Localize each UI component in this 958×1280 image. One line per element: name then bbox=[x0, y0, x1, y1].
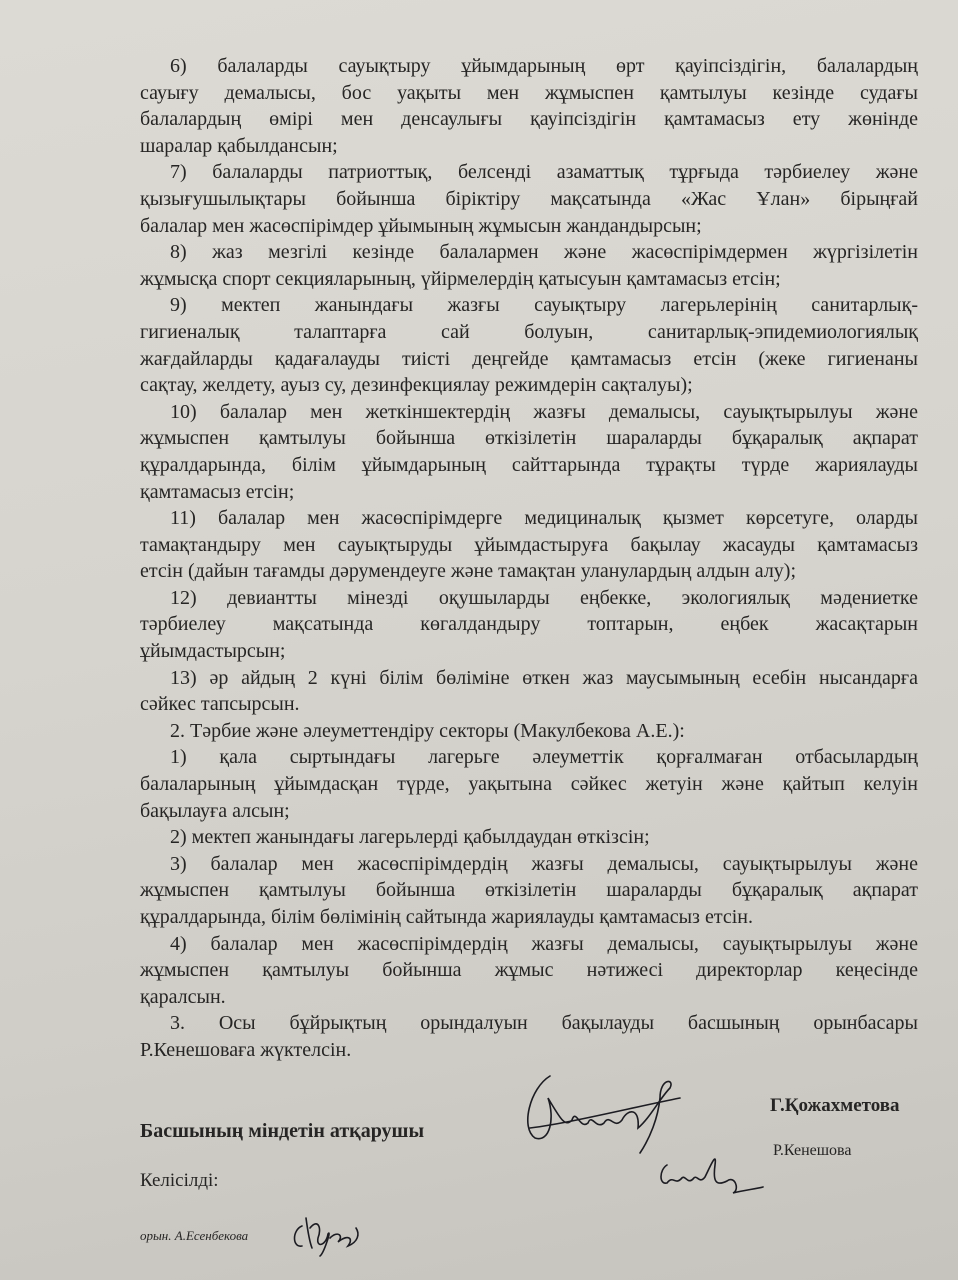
text-line: балалардың өмірі мен денсаулығы қауіпсіздігін қамтамасыз ету жөнінде bbox=[140, 108, 918, 131]
text-line: 3) балалар мен жасөспірімдердің жазғы демалысы, сауықтырылуы және bbox=[170, 852, 918, 875]
text-line: жұмыспен қамтылуы бойынша өткізілетін шараларды бұқаралық ақпарат bbox=[140, 427, 918, 450]
text-line: 9) мектеп жанындағы жазғы сауықтыру лагерьлерінің санитарлық- bbox=[170, 294, 918, 317]
text-line: балаларының ұйымдасқан түрде, уақытына сәйкес жетуін және қайтып келуін bbox=[140, 773, 918, 796]
text-line: жағдайларды қадағалауды тиісті деңгейде қамтамасыз етсін (жеке гигиенаны bbox=[140, 347, 918, 370]
signature-second bbox=[655, 1145, 765, 1200]
text-line: 10) балалар мен жеткіншектердің жазғы демалысы, сауықтырылуы және bbox=[170, 400, 918, 423]
paragraph-section-2-item-1 bbox=[140, 744, 918, 824]
text-line: ұйымдастырсын; bbox=[140, 640, 286, 663]
text-line: қамтамасыз етсін; bbox=[140, 480, 295, 503]
text-line: жұмыспен қамтылуы бойынша жұмыс нәтижесі директорлар кеңесінде bbox=[140, 959, 918, 982]
text-line: 4) балалар мен жасөспірімдердің жазғы демалысы, сауықтырылуы және bbox=[170, 932, 918, 955]
text-line: тамақтандыру мен сауықтыруды ұйымдастыруға бақылау жасауды қамтамасыз bbox=[140, 533, 918, 556]
document-body bbox=[140, 53, 918, 1064]
text-line: 13) әр айдың 2 күні білім бөліміне өткен жаз маусымының есебін нысандарға bbox=[170, 666, 918, 689]
acting-head-name: Г.Қожахметова bbox=[770, 1095, 900, 1116]
text-line: сәйкес тапсырсын. bbox=[140, 693, 300, 716]
paragraph-item-12 bbox=[140, 585, 918, 665]
paragraph-section-2-item-3 bbox=[140, 851, 918, 931]
text-line: 7) балаларды патриоттық, белсенді азаматтық тұрғыда тәрбиелеу және bbox=[170, 161, 918, 184]
paragraph-item-9 bbox=[140, 292, 918, 398]
text-line: 8) жаз мезгілі кезінде балалармен және жасөспірімдермен жүргізілетін bbox=[170, 241, 918, 264]
deputy-name: орын. А.Есенбекова bbox=[140, 1228, 249, 1243]
text-line: гигиеналық талаптарға сай болуын, санитарлық-эпидемиологиялық bbox=[140, 320, 918, 343]
text-line: Р.Кенешоваға жүктелсін. bbox=[140, 1038, 352, 1061]
paragraph-item-6 bbox=[140, 53, 918, 159]
text-line: балалар мен жасөспірімдер ұйымының жұмысын жандандырсын; bbox=[140, 214, 702, 237]
text-line: 1) қала сыртындағы лагерьге әлеуметтік қорғалмаған отбасылардың bbox=[170, 746, 918, 769]
text-line: шаралар қабылдансын; bbox=[140, 134, 338, 157]
agreed-label: Келісілді: bbox=[140, 1170, 219, 1191]
text-line: 2. Тәрбие және әлеуметтендіру секторы (Макулбекова А.Е.): bbox=[170, 719, 685, 742]
text-line: құралдарында, білім ұйымдарының сайттарында тұрақты түрде жариялауды bbox=[140, 453, 918, 476]
paragraph-item-10 bbox=[140, 399, 918, 505]
paragraph-item-7 bbox=[140, 159, 918, 239]
paragraph-section-3 bbox=[140, 1010, 918, 1063]
text-line: бақылауға алсын; bbox=[140, 799, 290, 822]
text-line: 12) девиантты мінезді оқушыларды еңбекке, экологиялық мәдениетке bbox=[170, 586, 918, 609]
text-line: 6) балаларды сауықтыру ұйымдарының өрт қауіпсіздігін, балалардың bbox=[170, 55, 918, 77]
text-line: 3. Осы бұйрықтың орындалуын бақылауды басшының орынбасары bbox=[170, 1012, 918, 1035]
text-line: сақтау, желдету, ауыз су, дезинфекциялау режимдерін сақталуы); bbox=[140, 374, 693, 397]
second-signer-name: Р.Кенешова bbox=[773, 1142, 852, 1159]
text-line: жұмысқа спорт секцияларының, үйірмелердің қатысуын қамтамасыз етсін; bbox=[140, 267, 781, 290]
paragraph-section-2-heading bbox=[140, 718, 918, 745]
text-line: қызығушылықтары бойынша біріктіру мақсатында «Жас Ұлан» бірыңғай bbox=[140, 187, 918, 210]
paragraph-section-2-item-4 bbox=[140, 931, 918, 1011]
paragraph-item-13 bbox=[140, 665, 918, 718]
paragraph-section-2-item-2 bbox=[140, 824, 918, 851]
paragraph-item-8 bbox=[140, 239, 918, 292]
text-line: жұмыспен қамтылуы бойынша өткізілетін шараларды бұқаралық ақпарат bbox=[140, 879, 918, 902]
signature-deputy bbox=[288, 1208, 368, 1258]
text-line: тәрбиелеу мақсатында көгалдандыру топтарын, еңбек жасақтарын bbox=[140, 613, 918, 636]
text-line: құралдарында, білім бөлімінің сайтында жариялауды қамтамасыз етсін. bbox=[140, 906, 753, 928]
text-line: 2) мектеп жанындағы лагерьлерді қабылдаудан өткізсін; bbox=[170, 826, 650, 849]
text-line: етсін (дайын тағамды дәрумендеуге және тамақтан уланулардың алдын алу); bbox=[140, 560, 797, 583]
text-line: қаралсын. bbox=[140, 985, 226, 1008]
acting-head-title: Басшының міндетін атқарушы bbox=[140, 1120, 425, 1142]
text-line: 11) балалар мен жасөспірімдерге медициналық қызмет көрсетуге, оларды bbox=[170, 507, 918, 530]
paragraph-item-11 bbox=[140, 505, 918, 585]
text-line: сауығу демалысы, бос уақыты мен жұмыспен қамтылуы кезінде судағы bbox=[140, 81, 918, 104]
